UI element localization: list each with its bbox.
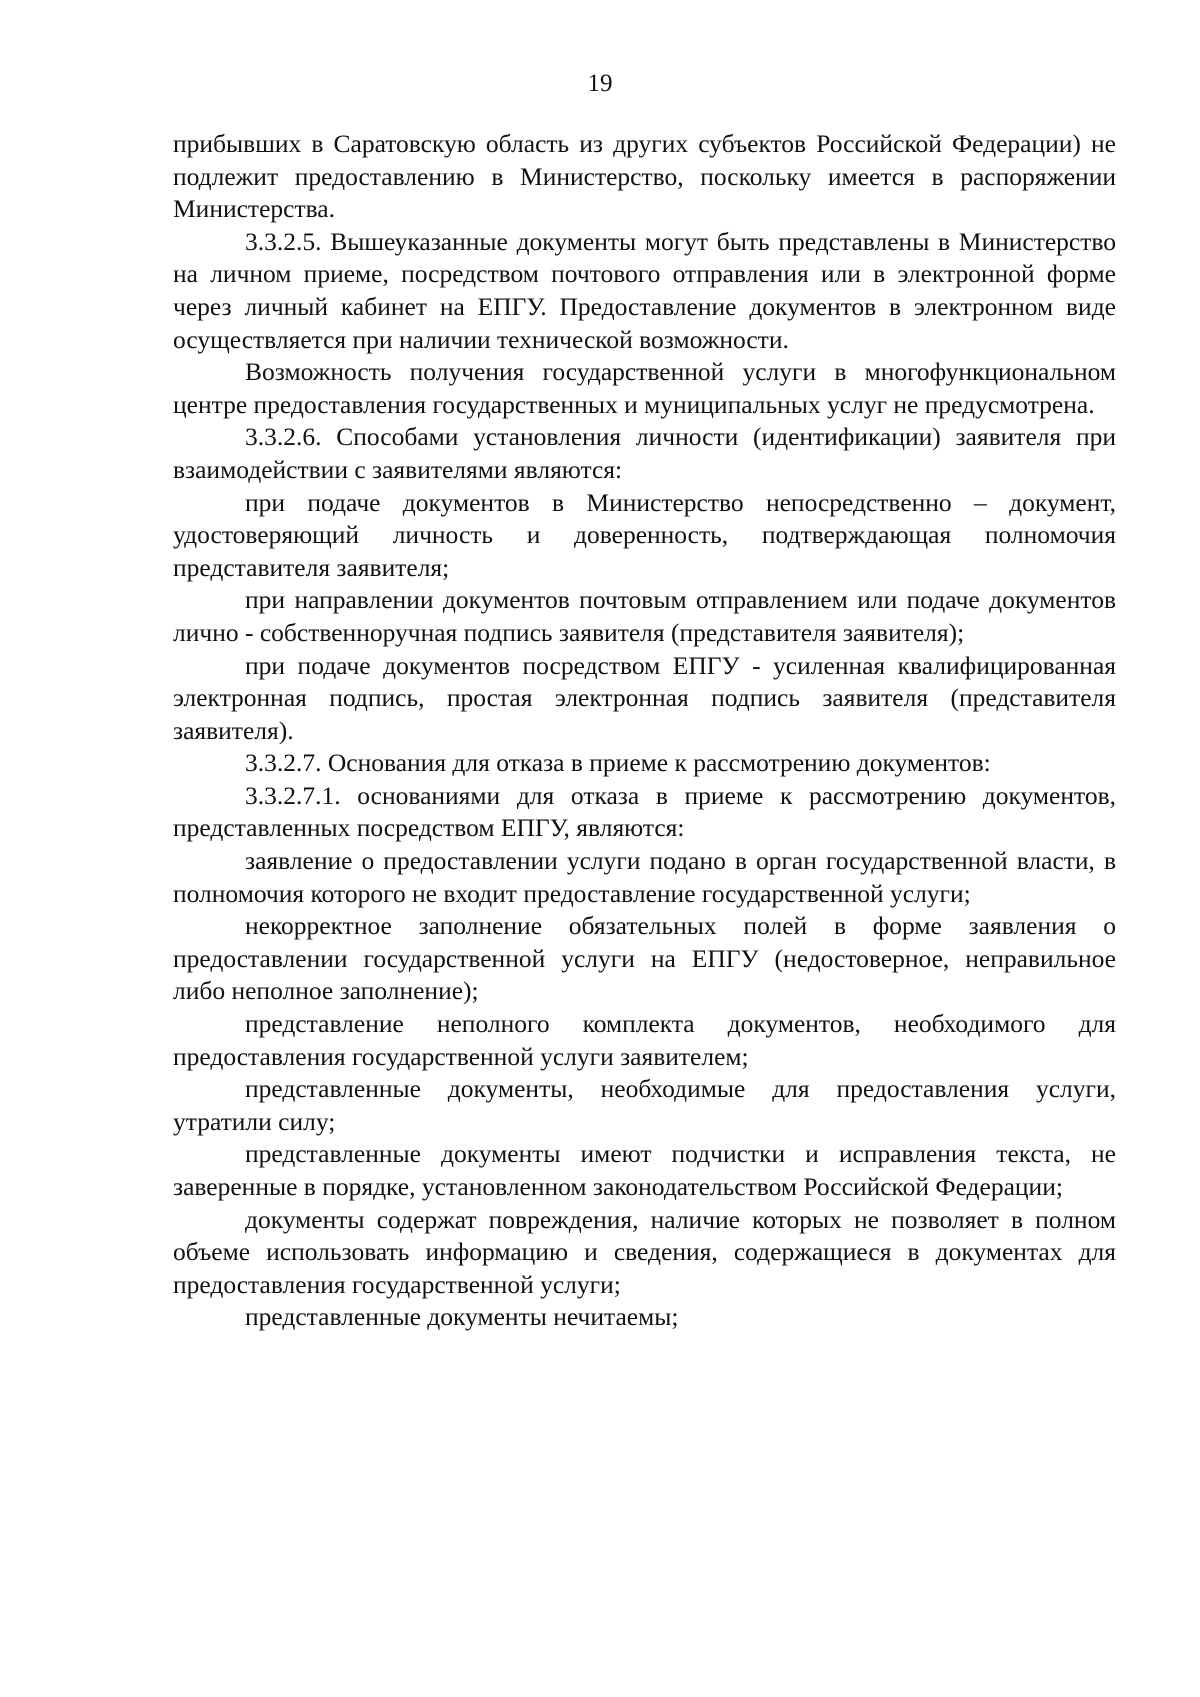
- paragraph-mfc-note: Возможность получения государственной услуги в многофункциональном центре предоставления государственных и муниципальных услуг не предусмотрена.: [173, 357, 1116, 419]
- paragraph-3-3-2-6: 3.3.2.6. Способами установления личности (идентификации) заявителя при взаимодействии с заявителями являются:: [173, 422, 1116, 484]
- list-item-epgu-submission: при подаче документов посредством ЕПГУ - усиленная квалифицированная электронная подпись, простая электронная подпись заявителя (представителя заявителя).: [173, 650, 1116, 745]
- paragraph-3-3-2-7-1: 3.3.2.7.1. основаниями для отказа в приеме к рассмотрению документов, представленных посредством ЕПГУ, являются:: [173, 780, 1116, 843]
- page-number: 19: [587, 70, 613, 97]
- paragraph-3-3-2-7: 3.3.2.7. Основания для отказа в приеме к рассмотрению документов:: [245, 748, 991, 778]
- list-item-damaged-documents: документы содержат повреждения, наличие которых не позволяет в полном объеме использовать информацию и сведения, содержащиеся в документах для предоставления государственной услуги;: [173, 1204, 1116, 1299]
- paragraph-continuation: прибывших в Саратовскую область из других субъектов Российской Федерации) не подлежит предоставлению в Министерство, поскольку имеется в распоряжении Министерства.: [173, 129, 1116, 224]
- list-item-expired-documents: представленные документы, необходимые для предоставления услуги, утратили силу;: [173, 1074, 1116, 1136]
- document-body: [173, 128, 1116, 1334]
- paragraph-3-3-2-5: 3.3.2.5. Вышеуказанные документы могут быть представлены в Министерство на личном приеме, посредством почтового отправления или в электронной форме через личный кабинет на ЕПГУ. Предоставление документов в электронном виде осуществляется при наличии технической возможности.: [173, 226, 1116, 354]
- list-item-postal-submission: при направлении документов почтовым отправлением или подаче документов лично - собственноручная подпись заявителя (представителя заявителя);: [173, 585, 1116, 647]
- list-item-incomplete-set: представление неполного комплекта документов, необходимого для предоставления государственной услуги заявителем;: [173, 1009, 1116, 1071]
- list-item-corrections: представленные документы имеют подчистки и исправления текста, не заверенные в порядке, установленном законодательством Российской Федерации;: [173, 1139, 1116, 1201]
- list-item-wrong-authority: заявление о предоставлении услуги подано в орган государственной власти, в полномочия которого не входит предоставление государственной услуги;: [173, 846, 1116, 908]
- list-item-unreadable-documents: представленные документы нечитаемы;: [245, 1302, 679, 1332]
- list-item-direct-submission: при подаче документов в Министерство непосредственно – документ, удостоверяющий личность и доверенность, подтверждающая полномочия представителя заявителя;: [173, 487, 1116, 582]
- list-item-incorrect-fields: некорректное заполнение обязательных полей в форме заявления о предоставлении государственной услуги на ЕПГУ (недостоверное, неправильное либо неполное заполнение);: [173, 911, 1116, 1006]
